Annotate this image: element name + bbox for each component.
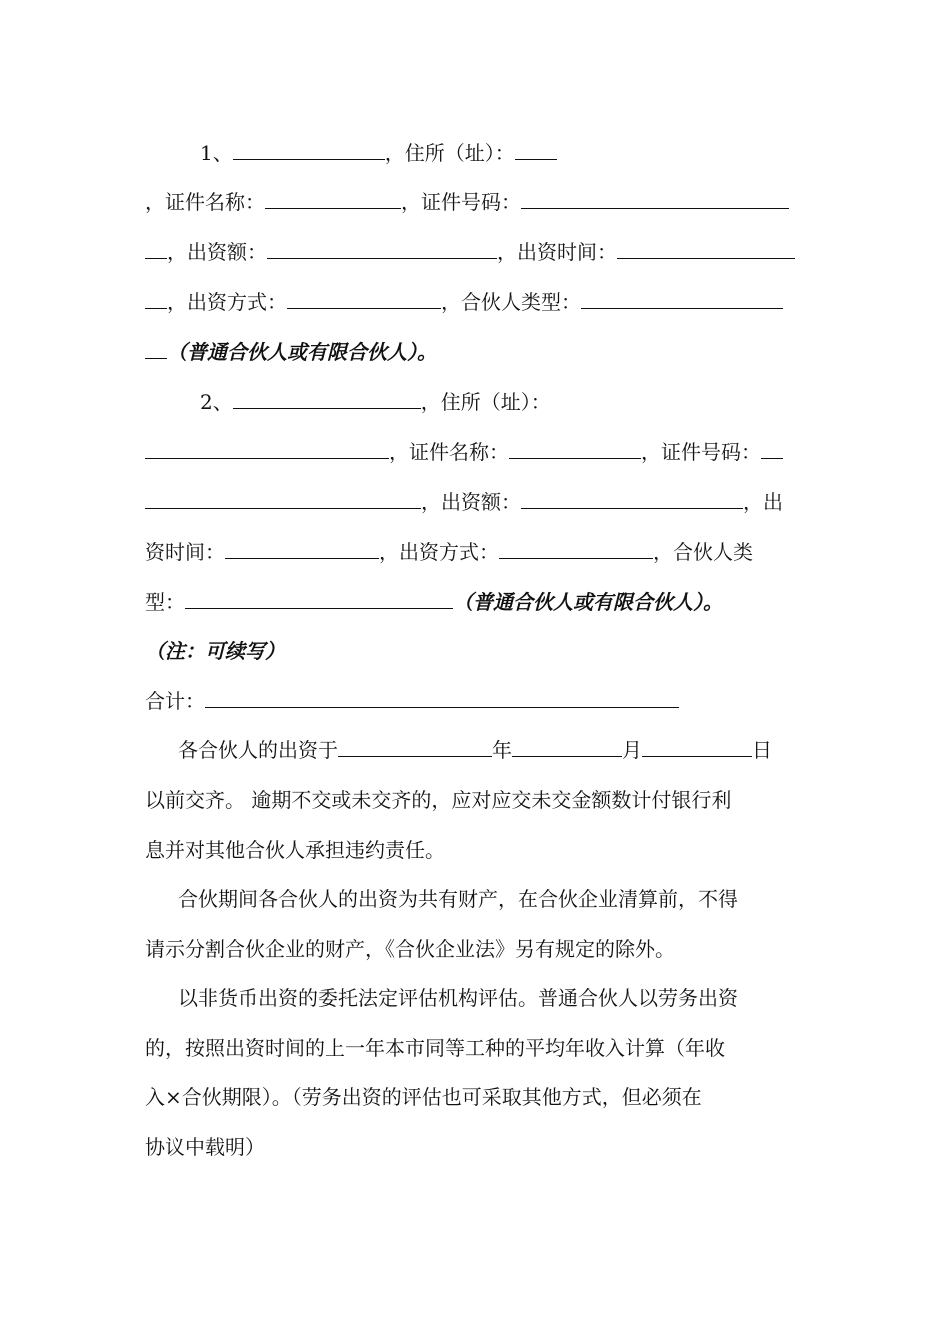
partner1-name-blank[interactable] <box>233 139 385 160</box>
partner2-id-name-label: ，证件名称： <box>389 440 509 464</box>
partner2-amount-blank[interactable] <box>521 488 743 509</box>
continuation-note: （注：可续写） <box>145 639 285 663</box>
partner1-amount-blank[interactable] <box>267 238 497 259</box>
partner2-method-blank[interactable] <box>499 538 653 559</box>
partner1-method-blank[interactable] <box>287 288 441 309</box>
partner1-time-blank[interactable] <box>617 238 795 259</box>
partner2-line3 <box>145 487 783 517</box>
partner1-residence-label: ，住所（址）： <box>384 141 515 165</box>
valuation-line4: 协议中载明） <box>145 1135 265 1159</box>
partner1-id-name-blank[interactable] <box>265 188 401 209</box>
partner2-time-blank[interactable] <box>225 538 379 559</box>
partner1-type-label: ，合伙人类型： <box>441 290 581 314</box>
valuation-line1: 以非货币出资的委托法定评估机构评估。普通合伙人以劳务出资 <box>178 986 738 1010</box>
deadline-prefix: 各合伙人的出资于 <box>178 738 338 762</box>
partner1-id-name-label: ，证件名称： <box>145 190 265 214</box>
property-line2: 请示分割合伙企业的财产，《合伙企业法》另有规定的除外。 <box>145 937 675 961</box>
partner1-id-number-blank-cont[interactable] <box>145 238 167 259</box>
partner2-line1 <box>200 387 551 417</box>
partner2-type-blank[interactable] <box>185 588 453 609</box>
partner1-line3 <box>145 237 795 267</box>
partner1-method-label: ，出资方式： <box>167 290 287 314</box>
deadline-line2: 以前交齐。 逾期不交或未交齐的，应对应交未交金额数计付银行利 <box>145 788 732 812</box>
valuation-line2: 的，按照出资时间的上一年本市同等工种的平均年收入计算（年收 <box>145 1036 725 1060</box>
partner1-line2 <box>145 187 789 217</box>
partner2-id-number-blank[interactable] <box>761 438 783 459</box>
partner2-id-number-blank-cont[interactable] <box>145 488 421 509</box>
deadline-day-label: 日 <box>752 738 772 762</box>
partner2-line2 <box>145 437 783 467</box>
partner1-amount-label: ，出资额： <box>167 240 267 264</box>
valuation-line3: 入×合伙期限）。（劳务出资的评估也可采取其他方式，但必须在 <box>145 1085 702 1109</box>
partner1-line4 <box>145 287 783 317</box>
partner2-time-label-a: ，出 <box>743 490 783 514</box>
partner2-name-blank[interactable] <box>233 388 421 409</box>
partner1-time-label: ，出资时间： <box>497 240 617 264</box>
partner1-time-blank-cont[interactable] <box>145 288 167 309</box>
property-line1: 合伙期间各合伙人的出资为共有财产，在合伙企业清算前，不得 <box>178 887 738 911</box>
partner2-time-label-b: 资时间： <box>145 540 225 564</box>
deadline-line3: 息并对其他合伙人承担违约责任。 <box>145 838 445 862</box>
partner1-index: 1、 <box>200 141 233 165</box>
partner2-index: 2、 <box>200 390 233 414</box>
partner2-amount-label: ，出资额： <box>421 490 521 514</box>
deadline-day-blank[interactable] <box>642 736 752 757</box>
partner1-type-blank[interactable] <box>581 288 783 309</box>
deadline-year-label: 年 <box>492 738 512 762</box>
deadline-line1 <box>178 735 772 765</box>
partner1-line5 <box>145 337 437 367</box>
partner1-residence-blank[interactable] <box>515 139 557 160</box>
total-line <box>145 686 679 716</box>
deadline-month-blank[interactable] <box>512 736 622 757</box>
total-blank[interactable] <box>205 687 679 708</box>
partner2-method-label: ，出资方式： <box>379 540 499 564</box>
partner1-line1 <box>200 138 557 168</box>
partner2-type-hint: （普通合伙人或有限合伙人）。 <box>453 590 723 614</box>
partner1-id-number-label: ，证件号码： <box>401 190 521 214</box>
deadline-year-blank[interactable] <box>338 736 492 757</box>
partner1-type-blank-cont[interactable] <box>145 338 167 359</box>
partner2-line5 <box>145 587 723 617</box>
partner1-id-number-blank[interactable] <box>521 188 789 209</box>
partner2-id-number-label: ，证件号码： <box>641 440 761 464</box>
partner2-line4 <box>145 537 753 567</box>
partner2-type-label-a: ，合伙人类 <box>653 540 753 564</box>
partner2-type-label-b: 型： <box>145 590 185 614</box>
partner2-residence-label: ，住所（址）： <box>420 390 551 414</box>
total-label: 合计： <box>145 689 205 713</box>
deadline-month-label: 月 <box>622 738 642 762</box>
partner2-residence-blank[interactable] <box>145 438 389 459</box>
partner1-type-hint: （普通合伙人或有限合伙人）。 <box>167 340 437 364</box>
partner2-id-name-blank[interactable] <box>509 438 641 459</box>
